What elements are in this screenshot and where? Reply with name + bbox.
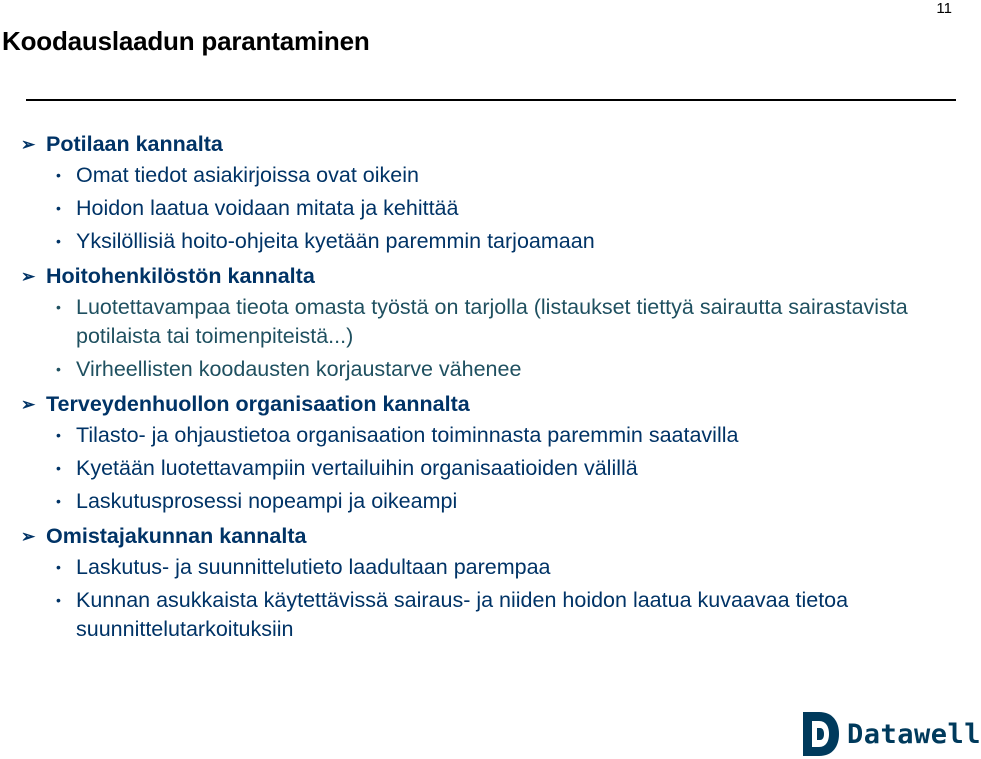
section-owner-municipality [0, 520, 960, 644]
datawell-logo [801, 710, 981, 758]
bullet-icon: • [56, 200, 61, 216]
list-item [0, 586, 960, 644]
list-item-text: Yksilöllisiä hoito-ohjeita kyetään paremmin tarjoamaan [76, 229, 595, 253]
datawell-d-icon [801, 710, 841, 758]
page-title: Koodauslaadun parantaminen [2, 26, 370, 56]
list-item-text: Hoidon laatua voidaan mitata ja kehittää [76, 196, 459, 220]
section-heading [0, 260, 960, 293]
section-heading [0, 388, 960, 421]
list-item-text: Luotettavampaa tieota omasta työstä on tarjolla (listaukset tiettyä sairautta sairastavista potilaista tai toimenpiteistä...) [76, 295, 908, 348]
bullet-icon: • [56, 167, 61, 183]
section-heading [0, 128, 960, 161]
list-item [0, 355, 960, 384]
list-item [0, 421, 960, 450]
bullet-icon: • [56, 592, 61, 608]
list-item [0, 227, 960, 256]
list-item-text: Kyetään luotettavampiin vertailuihin organisaatioiden välillä [76, 456, 638, 480]
bullet-icon: • [56, 427, 61, 443]
list-item [0, 161, 960, 190]
arrow-bullet-icon: ➢ [21, 135, 36, 154]
bullet-icon: • [56, 460, 61, 476]
section-heading [0, 520, 960, 553]
bullet-icon: • [56, 493, 61, 509]
list-item-text: Laskutus- ja suunnittelutieto laadultaan parempaa [76, 555, 551, 579]
list-item-text: Virheellisten koodausten korjaustarve vähenee [76, 357, 522, 381]
list-item [0, 553, 960, 582]
section-staff [0, 260, 960, 384]
list-item-text: Tilasto- ja ohjaustietoa organisaation toiminnasta paremmin saatavilla [76, 423, 739, 447]
bullet-icon: • [56, 233, 61, 249]
title-divider [26, 99, 956, 101]
arrow-bullet-icon: ➢ [21, 395, 36, 414]
list-item-text: Laskutusprosessi nopeampi ja oikeampi [76, 489, 458, 513]
bullet-icon: • [56, 559, 61, 575]
section-heading-text: Terveydenhuollon organisaation kannalta [46, 392, 470, 416]
list-item [0, 487, 960, 516]
list-item [0, 454, 960, 483]
bullet-icon: • [56, 361, 61, 377]
list-item [0, 194, 960, 223]
arrow-bullet-icon: ➢ [21, 527, 36, 546]
section-heading-text: Omistajakunnan kannalta [46, 524, 307, 548]
list-item [0, 293, 960, 351]
section-heading-text: Potilaan kannalta [46, 132, 223, 156]
section-heading-text: Hoitohenkilöstön kannalta [46, 264, 315, 288]
section-organization [0, 388, 960, 516]
list-item-text: Kunnan asukkaista käytettävissä sairaus- ja niiden hoidon laatua kuvaavaa tietoa suunnittelutarkoituksiin [76, 588, 849, 641]
section-patient [0, 128, 960, 256]
bullet-icon: • [56, 299, 61, 315]
page-number: 11 [936, 0, 952, 17]
list-item-text: Omat tiedot asiakirjoissa ovat oikein [76, 163, 419, 187]
arrow-bullet-icon: ➢ [21, 267, 36, 286]
logo-text: Datawell [847, 719, 981, 750]
slide-content [0, 128, 960, 648]
